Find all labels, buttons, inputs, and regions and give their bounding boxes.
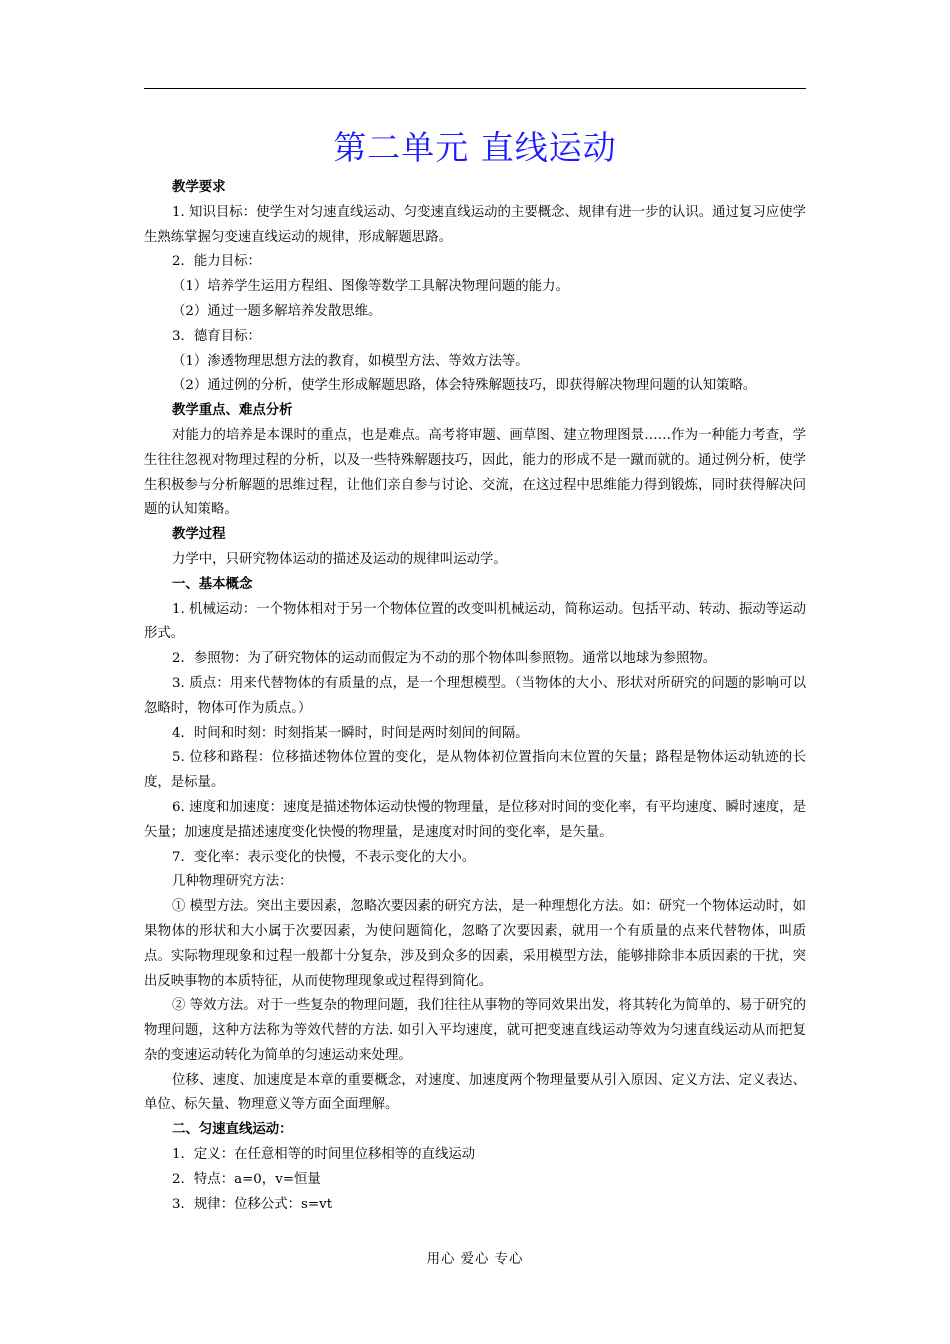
paragraph: 1. 知识目标：使学生对匀速直线运动、匀变速直线运动的主要概念、规律有进一步的认识。通过复习应使学生熟练掌握匀变速直线运动的规律，形成解题思路。 <box>144 204 806 245</box>
page-title: 第二单元 直线运动 <box>333 128 617 167</box>
document-body <box>144 176 806 1217</box>
paragraph: 4．时间和时刻：时刻指某一瞬时，时间是两时刻间的间隔。 <box>172 725 529 741</box>
paragraph: 2．特点：a=0，v=恒量 <box>172 1171 321 1187</box>
section-heading: 教学重点、难点分析 <box>172 403 293 419</box>
paragraph: 2．参照物：为了研究物体的运动而假定为不动的那个物体叫参照物。通常以地球为参照物。 <box>172 651 717 667</box>
paragraph: 位移、速度、加速度是本章的重要概念，对速度、加速度两个物理量要从引入原因、定义方法、定义表达、单位、标矢量、物理意义等方面全面理解。 <box>144 1072 806 1113</box>
paragraph: （2）通过一题多解培养发散思维。 <box>172 303 382 319</box>
paragraph: 5. 位移和路程：位移描述物体位置的变化，是从物体初位置指向末位置的矢量；路程是物体运动轨迹的长度，是标量。 <box>144 750 806 791</box>
paragraph: 力学中，只研究物体运动的描述及运动的规律叫运动学。 <box>172 551 507 567</box>
section-heading: 二、匀速直线运动： <box>172 1122 293 1138</box>
header-rule <box>144 88 806 89</box>
paragraph: 6. 速度和加速度：速度是描述物体运动快慢的物理量，是位移对时间的变化率，有平均速度、瞬时速度，是矢量；加速度是描述速度变化快慢的物理量，是速度对时间的变化率，是矢量。 <box>144 799 806 840</box>
paragraph: ① 模型方法。突出主要因素，忽略次要因素的研究方法，是一种理想化方法。如：研究一个物体运动时，如果物体的形状和大小属于次要因素，为使问题简化，忽略了次要因素，就用一个有质量的点来代替物体，叫质点。实际物理现象和过程一般都十分复杂，涉及到众多的因素，采用模型方法，能够排除非本质因素的干扰，突出反映事物的本质特征，从而使物理现象或过程得到简化。 <box>144 899 806 989</box>
section-heading: 一、基本概念 <box>172 576 253 592</box>
paragraph: （2）通过例的分析，使学生形成解题思路，体会特殊解题技巧，即获得解决物理问题的认知策略。 <box>172 378 757 394</box>
paragraph: 对能力的培养是本课时的重点，也是难点。高考将审题、画草图、建立物理图景……作为一种能力考查，学生往往忽视对物理过程的分析，以及一些特殊解题技巧，因此，能力的形成不是一蹴而就的。通过例分析，使学生积极参与分析解题的思维过程，让他们亲自参与讨论、交流，在这过程中思维能力得到锻炼，同时获得解决问题的认知策略。 <box>144 427 806 518</box>
page-footer: 用心 爱心 专心 <box>426 1252 524 1267</box>
paragraph: 3. 质点：用来代替物体的有质量的点，是一个理想模型。（当物体的大小、形状对所研究的问题的影响可以忽略时，物体可作为质点。） <box>144 675 806 716</box>
paragraph: （1）培养学生运用方程组、图像等数学工具解决物理问题的能力。 <box>172 279 569 295</box>
paragraph: （1）渗透物理思想方法的教育，如模型方法、等效方法等。 <box>172 353 529 369</box>
section-heading: 教学要求 <box>172 180 226 195</box>
paragraph: 2．能力目标： <box>172 254 261 270</box>
paragraph: 3．规律：位移公式：s=vt <box>172 1196 333 1212</box>
paragraph: 7．变化率：表示变化的快慢，不表示变化的大小。 <box>172 849 476 865</box>
paragraph: ② 等效方法。对于一些复杂的物理问题，我们往往从事物的等同效果出发，将其转化为简单的、易于研究的物理问题，这种方法称为等效代替的方法. 如引入平均速度，就可把变速直线运动等效为匀速直线运动从而把复杂的变速运动转化为简单的匀速运动来处理。 <box>144 998 806 1063</box>
paragraph: 几种物理研究方法： <box>172 874 293 890</box>
paragraph: 3．德育目标： <box>172 328 261 344</box>
paragraph: 1．定义：在任意相等的时间里位移相等的直线运动 <box>172 1147 476 1163</box>
paragraph: 1. 机械运动：一个物体相对于另一个物体位置的改变叫机械运动，简称运动。包括平动、转动、振动等运动形式。 <box>144 601 806 642</box>
section-heading: 教学过程 <box>172 527 226 543</box>
